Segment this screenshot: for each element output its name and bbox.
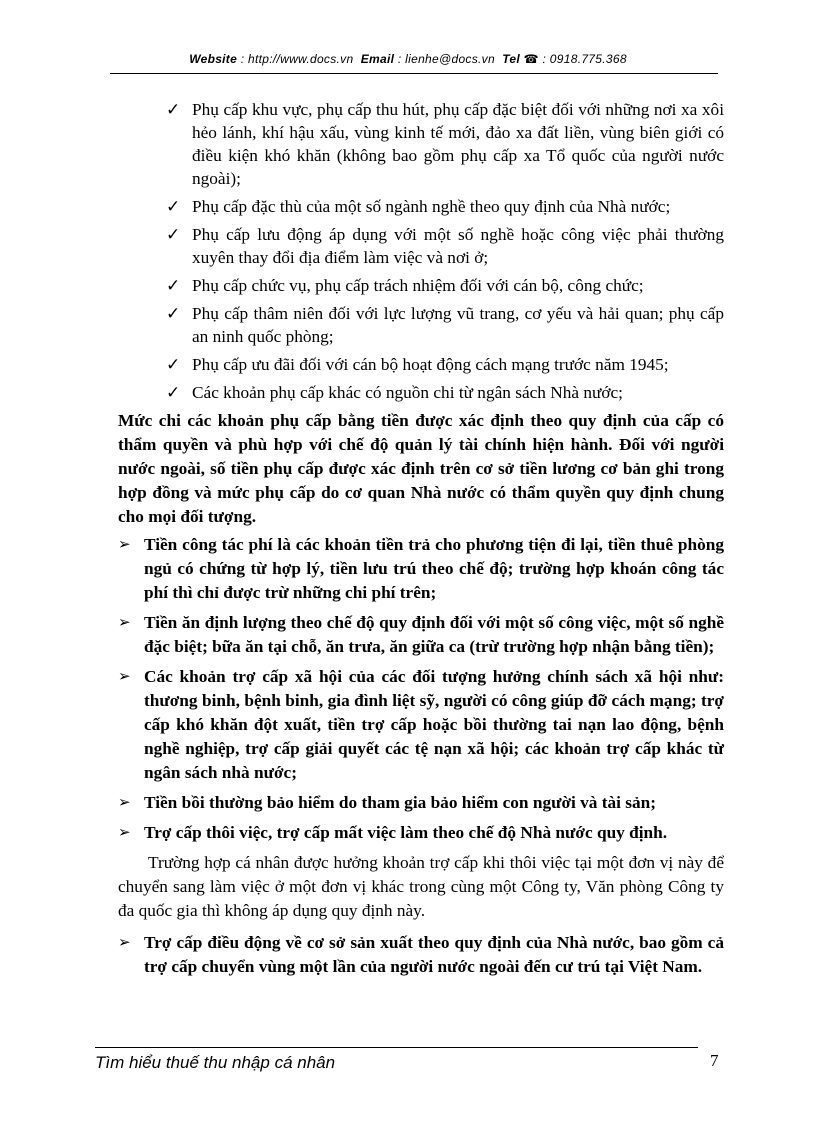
website-value: : http://www.docs.vn [240, 52, 354, 66]
arrow-bullet-icon: ➢ [118, 615, 131, 631]
list-item [118, 611, 726, 659]
arrow-bullet-icon: ➢ [118, 795, 131, 811]
list-item [118, 302, 726, 348]
checkmark-icon: ✓ [166, 276, 181, 295]
tel-label: Tel [502, 52, 521, 66]
header-divider [110, 73, 718, 74]
list-item [118, 353, 726, 376]
footer-divider [95, 1047, 698, 1048]
checkmark-icon: ✓ [166, 304, 181, 323]
list-item [118, 223, 726, 269]
list-item-text: Phụ cấp thâm niên đối với lực lượng vũ trang, cơ yếu và hải quan; phụ cấp an ninh quốc phòng; [192, 304, 724, 346]
list-item-text: Phụ cấp chức vụ, phụ cấp trách nhiệm đối với cán bộ, công chức; [192, 276, 644, 295]
email-label: Email [360, 52, 395, 66]
arrow-bullet-icon: ➢ [118, 669, 131, 685]
income-arrow-list [118, 533, 726, 845]
email-value: : lienhe@docs.vn [397, 52, 495, 66]
arrow-bullet-icon: ➢ [118, 935, 131, 951]
list-item-text: Các khoản phụ cấp khác có nguồn chi từ ngân sách Nhà nước; [192, 383, 623, 402]
list-item-text: Phụ cấp ưu đãi đối với cán bộ hoạt động cách mạng trước năm 1945; [192, 355, 669, 374]
list-item [118, 195, 726, 218]
list-item-text: Các khoản trợ cấp xã hội của các đối tượng hưởng chính sách xã hội như: thương binh, bệnh binh, gia đình liệt sỹ, người có công giúp đỡ cách mạng; trợ cấp khó khăn đột xuất, tiền trợ cấp hoặc bồi thường tai nạn lao động, bệnh nghề nghiệp, trợ cấp giải quyết các tệ nạn xã hội; các khoản trợ cấp khác từ ngân sách nhà nước; [144, 667, 724, 782]
list-item-text: Phụ cấp đặc thù của một số ngành nghề theo quy định của Nhà nước; [192, 197, 671, 216]
page-number: 7 [710, 1051, 719, 1070]
list-item-text: Tiền công tác phí là các khoản tiền trả cho phương tiện đi lại, tiền thuê phòng ngủ có chứng từ hợp lý, tiền lưu trú theo chế độ; trường hợp khoán công tác phí thì chỉ được trừ những chi phí trên; [144, 535, 724, 602]
allowance-paragraph: Mức chi các khoản phụ cấp bằng tiền được xác định theo quy định của cấp có thẩm quyền và phù hợp với chế độ quản lý tài chính hiện hành. Đối với người nước ngoài, số tiền phụ cấp được xác định trên cơ sở tiền lương cơ bản ghi trong hợp đồng và mức phụ cấp do cơ quan Nhà nước có thẩm quyền quy định chung cho mọi đối tượng. [118, 411, 724, 526]
list-item-text: Tiền bồi thường bảo hiểm do tham gia bảo hiểm con người và tài sản; [144, 793, 656, 812]
checkmark-icon: ✓ [166, 100, 181, 119]
arrow-bullet-icon: ➢ [118, 537, 131, 553]
allowance-check-list [118, 98, 726, 404]
list-item [118, 98, 726, 190]
list-item [118, 274, 726, 297]
list-item [118, 665, 726, 785]
page-body [118, 98, 726, 985]
list-item [118, 931, 726, 979]
list-item [118, 821, 726, 845]
list-item [118, 381, 726, 404]
list-item [118, 533, 726, 605]
list-item [118, 791, 726, 815]
checkmark-icon: ✓ [166, 225, 181, 244]
page-header [0, 52, 816, 66]
list-item-text: Phụ cấp khu vực, phụ cấp thu hút, phụ cấp đặc biệt đối với những nơi xa xôi hẻo lánh, khí hậu xấu, vùng kinh tế mới, đảo xa đất liền, vùng biên giới có điều kiện khó khăn (không bao gồm phụ cấp xa Tổ quốc của người nước ngoài); [192, 100, 724, 188]
list-item-text: Trợ cấp thôi việc, trợ cấp mất việc làm theo chế độ Nhà nước quy định. [144, 823, 668, 842]
footer-title: Tìm hiểu thuế thu nhập cá nhân [95, 1053, 336, 1072]
website-label: Website [189, 52, 238, 66]
relocation-arrow-list [118, 931, 726, 979]
list-item-text: Tiền ăn định lượng theo chế độ quy định đối với một số công việc, một số nghề đặc biệt; bữa ăn tại chỗ, ăn trưa, ăn giữa ca (trừ trường hợp nhận bằng tiền); [144, 613, 724, 656]
list-item-text: Phụ cấp lưu động áp dụng với một số nghề hoặc công việc phải thường xuyên thay đổi địa điểm làm việc và nơi ở; [192, 225, 724, 267]
tel-value: ☎ : 0918.775.368 [523, 52, 627, 66]
list-item-text: Trợ cấp điều động về cơ sở sản xuất theo quy định của Nhà nước, bao gồm cả trợ cấp chuyển vùng một lần của người nước ngoài đến cư trú tại Việt Nam. [144, 933, 724, 976]
checkmark-icon: ✓ [166, 383, 181, 402]
checkmark-icon: ✓ [166, 197, 181, 216]
arrow-bullet-icon: ➢ [118, 825, 131, 841]
checkmark-icon: ✓ [166, 355, 181, 374]
severance-paragraph: Trường hợp cá nhân được hưởng khoản trợ cấp khi thôi việc tại một đơn vị này để chuyển sang làm việc ở một đơn vị khác trong cùng một Công ty, Văn phòng Công ty đa quốc gia thì không áp dụng quy định này. [118, 853, 724, 920]
